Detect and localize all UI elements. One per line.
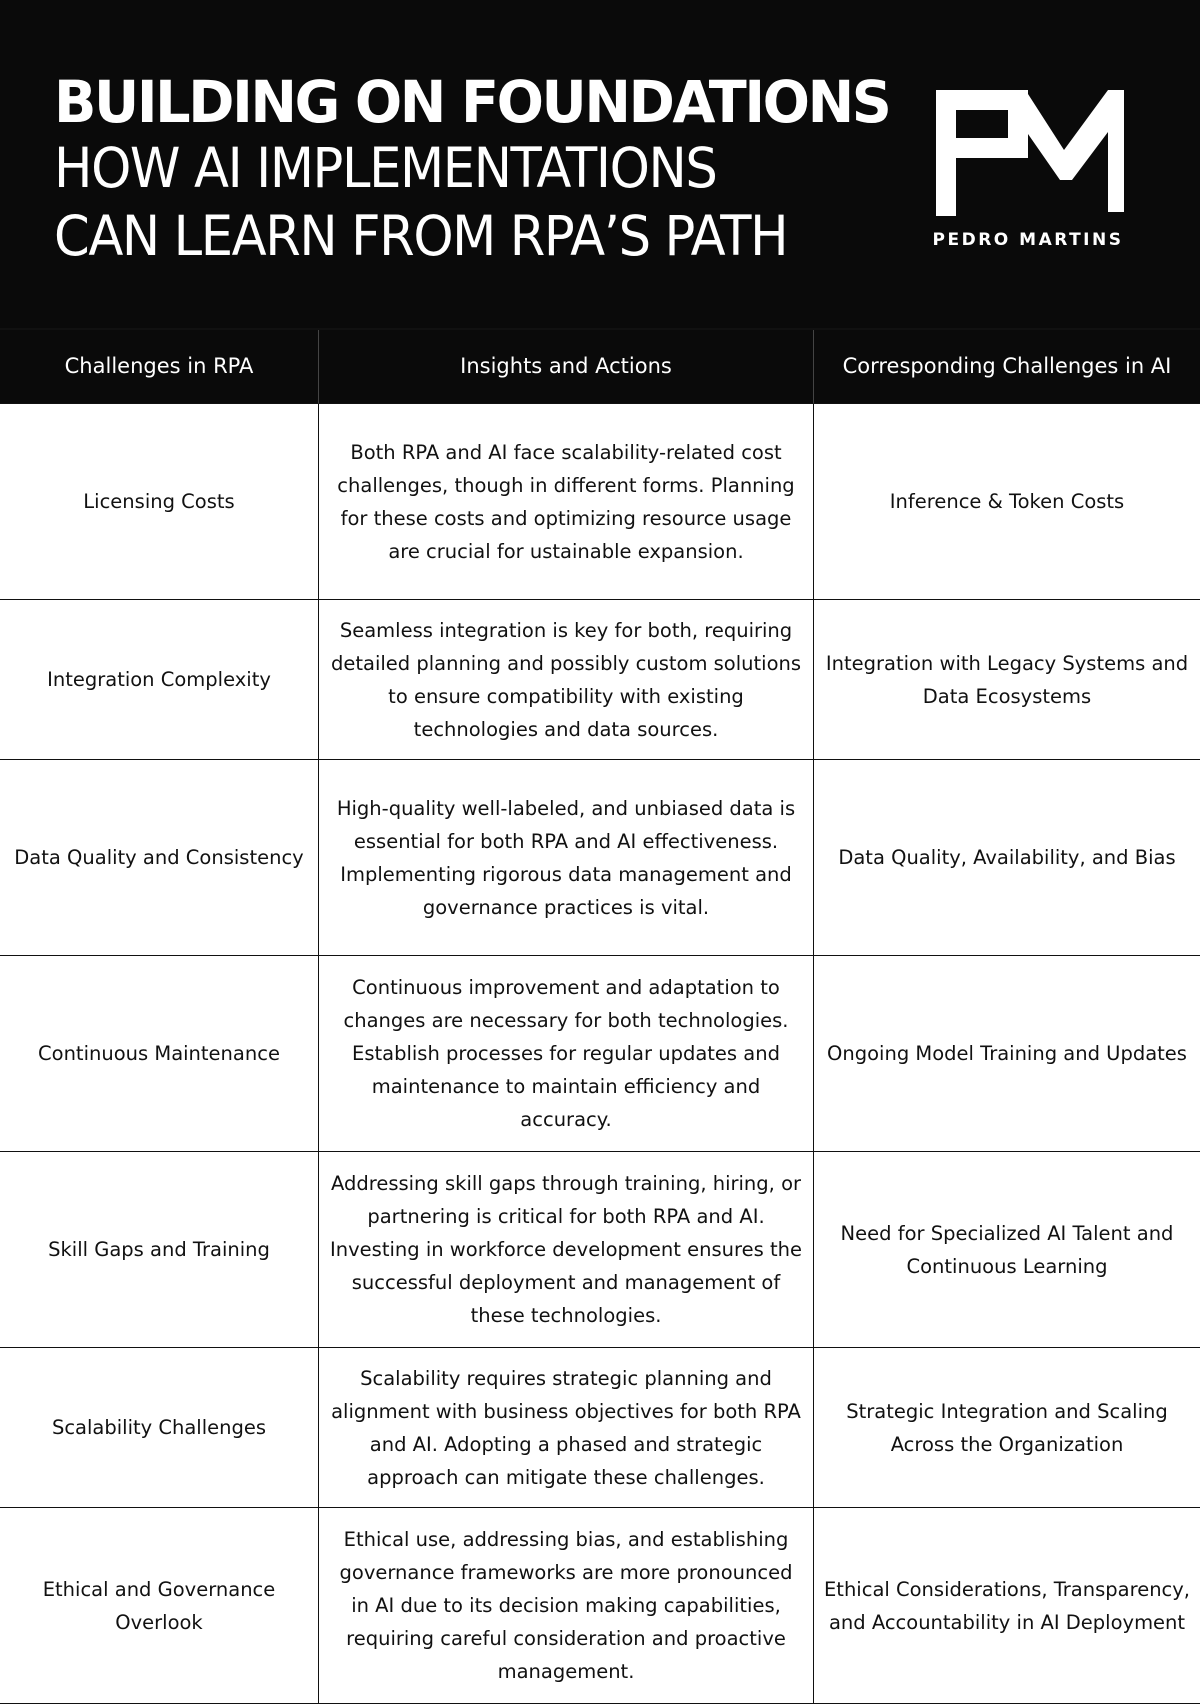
insight-cell: Both RPA and AI face scalability-related cost challenges, though in different forms. Planning for these costs and optimizing resource usage are crucial for ustainable expansion.: [319, 404, 814, 600]
ai-challenge-cell: Data Quality, Availability, and Bias: [814, 760, 1200, 956]
brand-logo: [918, 88, 1138, 258]
subtitle-line-2: CAN LEARN FROM RPA’S PATH: [54, 204, 788, 268]
rpa-challenge-cell: Integration Complexity: [0, 600, 319, 760]
ai-challenge-cell: Strategic Integration and Scaling Across the Organization: [814, 1348, 1200, 1508]
subtitle-line-1: HOW AI IMPLEMENTATIONS: [54, 136, 717, 200]
ai-challenge-cell: Inference & Token Costs: [814, 404, 1200, 600]
ai-challenge-cell: Ongoing Model Training and Updates: [814, 956, 1200, 1152]
column-header-ai: Corresponding Challenges in AI: [814, 330, 1200, 404]
logo-caption: PEDRO MARTINS: [932, 230, 1124, 250]
column-header-rpa: Challenges in RPA: [0, 330, 319, 404]
header-banner: [0, 0, 1200, 328]
ai-challenge-cell: Need for Specialized AI Talent and Continuous Learning: [814, 1152, 1200, 1348]
pm-monogram-icon: [932, 88, 1124, 216]
rpa-challenge-cell: Ethical and Governance Overlook: [0, 1508, 319, 1704]
rpa-challenge-cell: Skill Gaps and Training: [0, 1152, 319, 1348]
rpa-challenge-cell: Continuous Maintenance: [0, 956, 319, 1152]
ai-challenge-cell: Ethical Considerations, Transparency, and Accountability in AI Deployment: [814, 1508, 1200, 1704]
title-block: [54, 68, 890, 270]
insight-cell: Ethical use, addressing bias, and establishing governance frameworks are more pronounced in AI due to its decision making capabilities, requiring careful consideration and proactive management.: [319, 1508, 814, 1704]
comparison-table: [0, 328, 1200, 1704]
column-header-insights: Insights and Actions: [319, 330, 814, 404]
rpa-challenge-cell: Data Quality and Consistency: [0, 760, 319, 956]
insight-cell: Scalability requires strategic planning and alignment with business objectives for both RPA and AI. Adopting a phased and strategic approach can mitigate these challenges.: [319, 1348, 814, 1508]
insight-cell: Seamless integration is key for both, requiring detailed planning and possibly custom solutions to ensure compatibility with existing technologies and data sources.: [319, 600, 814, 760]
insight-cell: Addressing skill gaps through training, hiring, or partnering is critical for both RPA and AI. Investing in workforce development ensures the successful deployment and management of these technologies.: [319, 1152, 814, 1348]
rpa-challenge-cell: Licensing Costs: [0, 404, 319, 600]
page-title: BUILDING ON FOUNDATIONS: [54, 68, 890, 136]
ai-challenge-cell: Integration with Legacy Systems and Data Ecosystems: [814, 600, 1200, 760]
insight-cell: High-quality well-labeled, and unbiased data is essential for both RPA and AI effectiveness. Implementing rigorous data management and governance practices is vital.: [319, 760, 814, 956]
rpa-challenge-cell: Scalability Challenges: [0, 1348, 319, 1508]
insight-cell: Continuous improvement and adaptation to changes are necessary for both technologies. Establish processes for regular updates and maintenance to maintain efficiency and accuracy.: [319, 956, 814, 1152]
